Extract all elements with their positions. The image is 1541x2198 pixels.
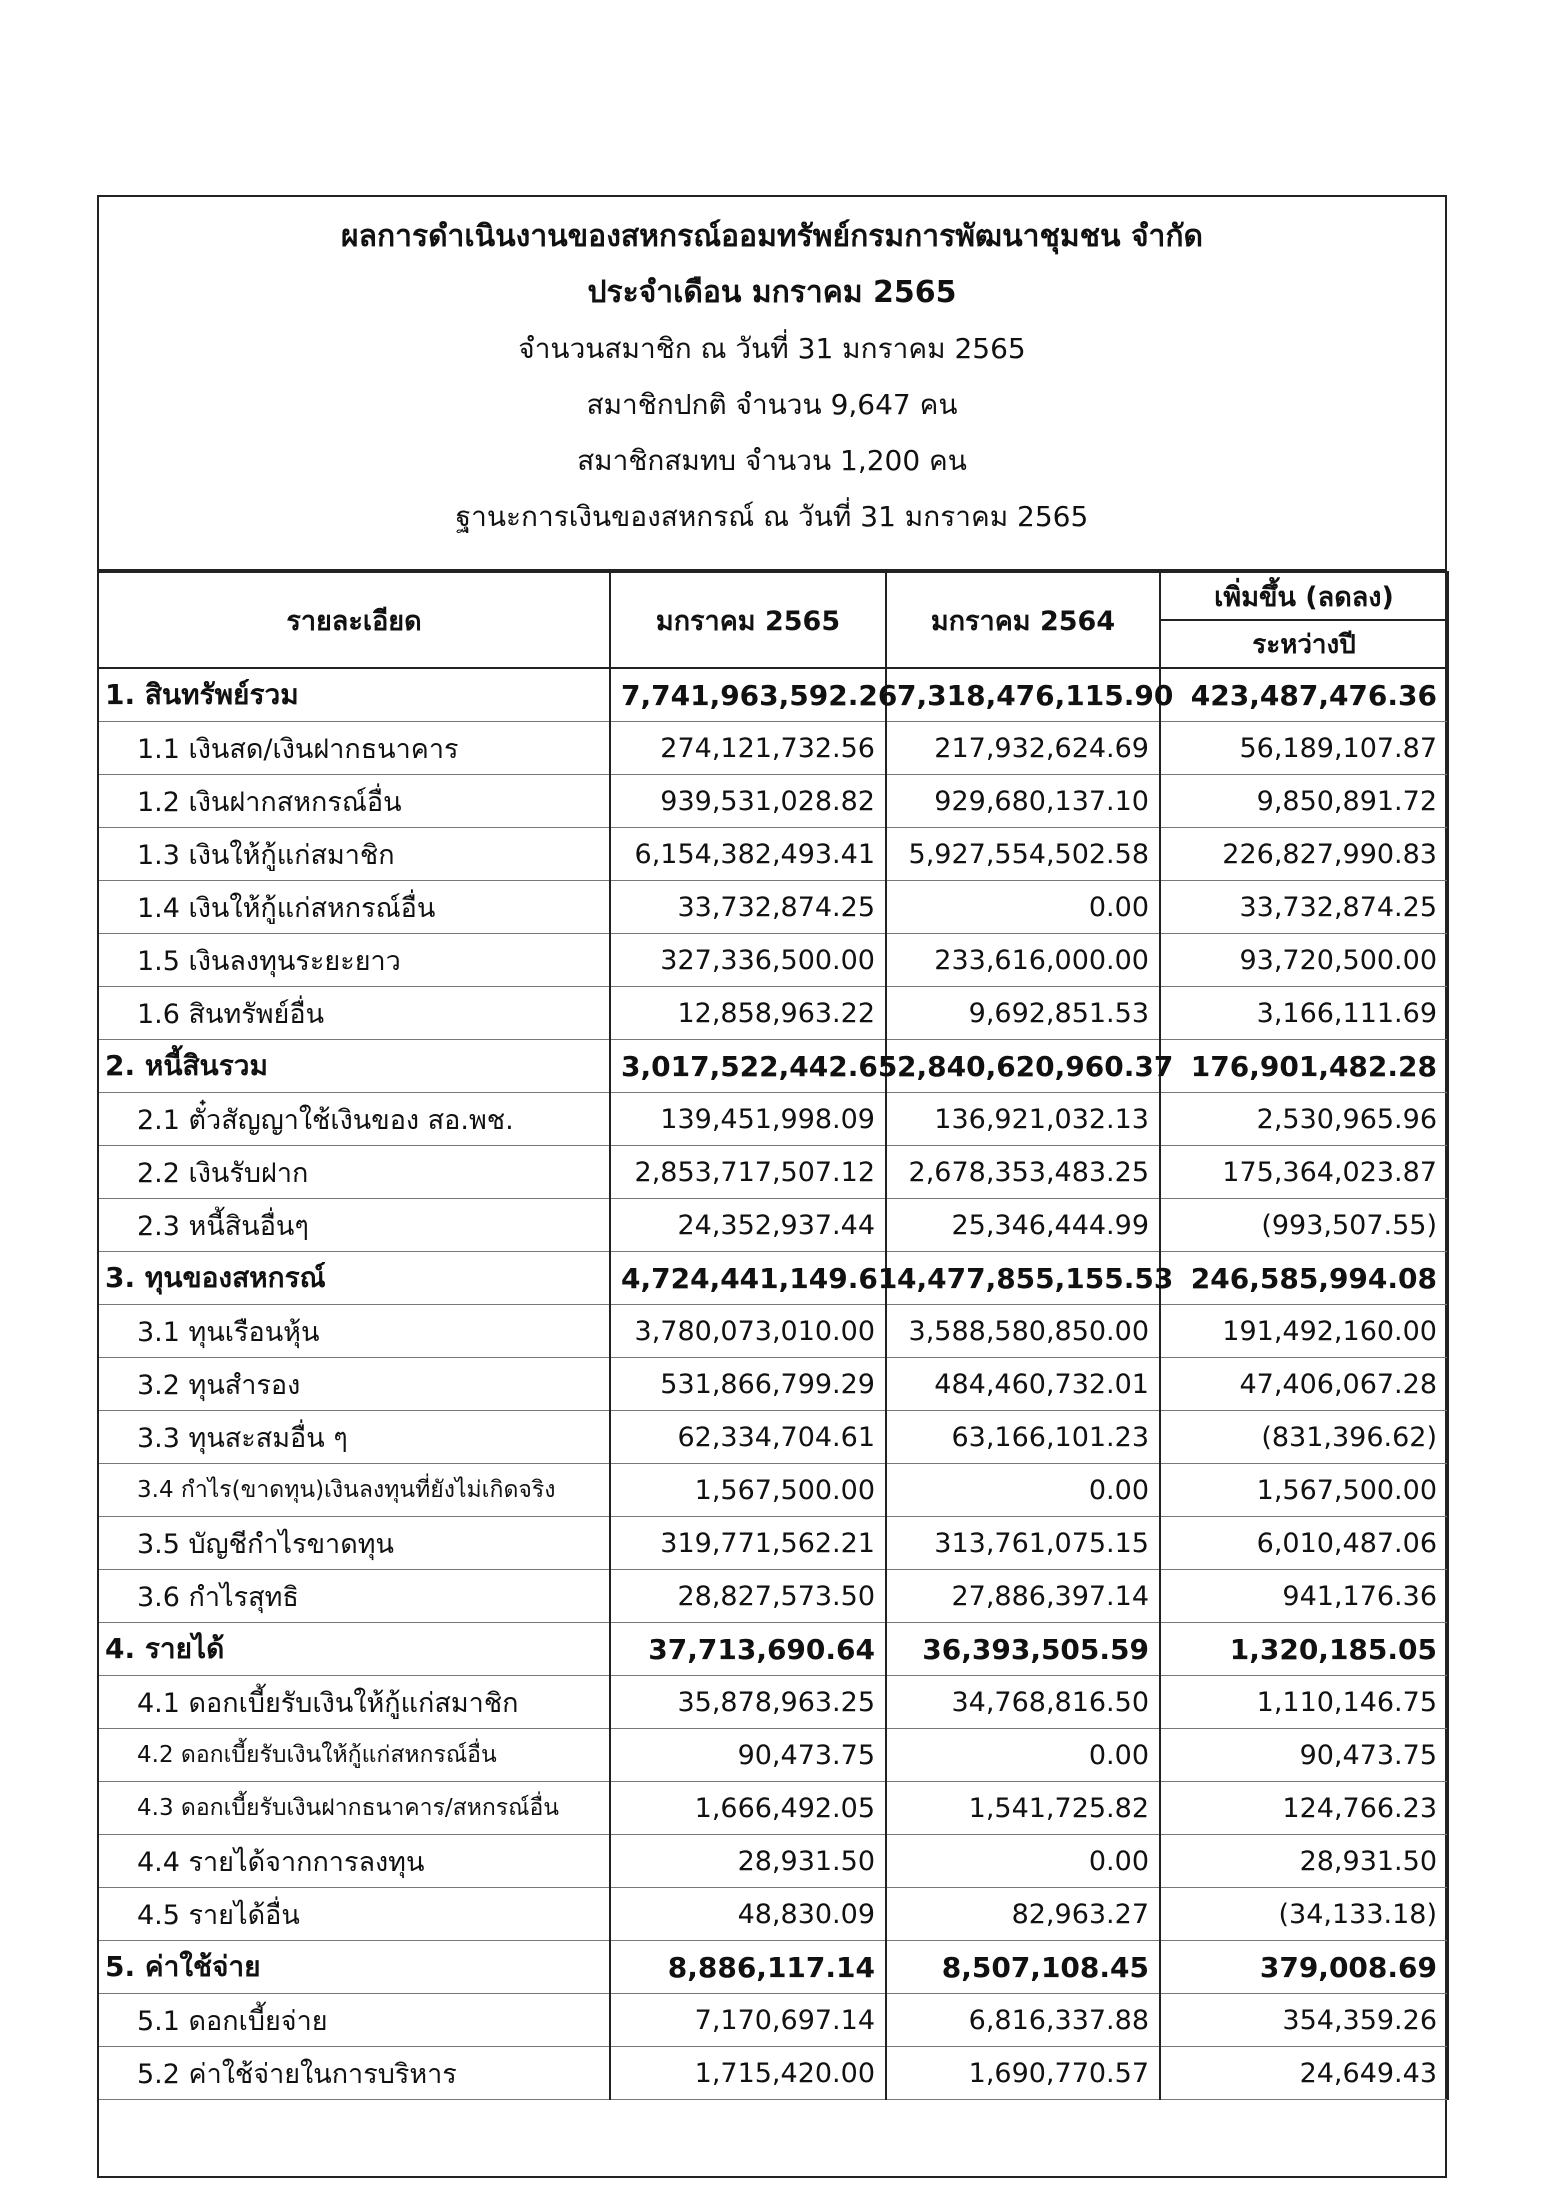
row-label: 3. ทุนของสหกรณ์: [98, 1252, 610, 1305]
row-label: 4.1 ดอกเบี้ยรับเงินให้กู้แก่สมาชิก: [98, 1676, 610, 1729]
member-count-line: จำนวนสมาชิก ณ วันที่ 31 มกราคม 2565: [518, 332, 1026, 365]
table-row: [98, 1570, 1448, 1623]
row-value-current: 139,451,998.09: [610, 1093, 886, 1146]
row-value-previous: 1,690,770.57: [886, 2047, 1160, 2100]
row-value-current: 4,724,441,149.61: [610, 1252, 886, 1305]
table-row: [98, 722, 1448, 775]
row-label: 1.1 เงินสด/เงินฝากธนาคาร: [98, 722, 610, 775]
row-label: 3.4 กำไร(ขาดทุน)เงินลงทุนที่ยังไม่เกิดจริง: [98, 1464, 610, 1517]
row-label: 3.1 ทุนเรือนหุ้น: [98, 1305, 610, 1358]
row-label: 3.5 บัญชีกำไรขาดทุน: [98, 1517, 610, 1570]
row-value-current: 274,121,732.56: [610, 722, 886, 775]
report-header: [99, 197, 1445, 571]
table-row: [98, 1835, 1448, 1888]
table-row: [98, 1782, 1448, 1835]
row-value-change: 6,010,487.06: [1160, 1517, 1448, 1570]
row-label: 4.3 ดอกเบี้ยรับเงินฝากธนาคาร/สหกรณ์อื่น: [98, 1782, 610, 1835]
row-value-change: 1,567,500.00: [1160, 1464, 1448, 1517]
row-value-current: 8,886,117.14: [610, 1941, 886, 1994]
row-value-change: (831,396.62): [1160, 1411, 1448, 1464]
row-label: 4.2 ดอกเบี้ยรับเงินให้กู้แก่สหกรณ์อื่น: [98, 1729, 610, 1782]
row-value-change: 3,166,111.69: [1160, 987, 1448, 1040]
table-row: [98, 1517, 1448, 1570]
row-value-previous: 929,680,137.10: [886, 775, 1160, 828]
row-value-previous: 2,678,353,483.25: [886, 1146, 1160, 1199]
table-row: [98, 1305, 1448, 1358]
row-value-change: 9,850,891.72: [1160, 775, 1448, 828]
row-value-current: 3,017,522,442.65: [610, 1040, 886, 1093]
row-label: 4. รายได้: [98, 1623, 610, 1676]
row-value-change: 24,649.43: [1160, 2047, 1448, 2100]
row-label: 4.5 รายได้อื่น: [98, 1888, 610, 1941]
table-row: [98, 1994, 1448, 2047]
financial-table: [97, 571, 1449, 2100]
row-value-current: 7,741,963,592.26: [610, 668, 886, 722]
row-label: 3.6 กำไรสุทธิ: [98, 1570, 610, 1623]
row-value-change: 226,827,990.83: [1160, 828, 1448, 881]
row-label: 1.4 เงินให้กู้แก่สหกรณ์อื่น: [98, 881, 610, 934]
table-row: [98, 881, 1448, 934]
table-row: [98, 1676, 1448, 1729]
row-label: 2.3 หนี้สินอื่นๆ: [98, 1199, 610, 1252]
row-value-change: 176,901,482.28: [1160, 1040, 1448, 1093]
row-value-current: 28,931.50: [610, 1835, 886, 1888]
table-row: [98, 2047, 1448, 2100]
row-value-previous: 3,588,580,850.00: [886, 1305, 1160, 1358]
row-value-change: 47,406,067.28: [1160, 1358, 1448, 1411]
row-value-change: (993,507.55): [1160, 1199, 1448, 1252]
row-value-previous: 0.00: [886, 1729, 1160, 1782]
row-label: 3.2 ทุนสำรอง: [98, 1358, 610, 1411]
row-value-previous: 4,477,855,155.53: [886, 1252, 1160, 1305]
row-value-previous: 313,761,075.15: [886, 1517, 1160, 1570]
column-header-change-period: ระหว่างปี: [1160, 620, 1448, 668]
table-row: [98, 1464, 1448, 1517]
row-label: 5.1 ดอกเบี้ยจ่าย: [98, 1994, 610, 2047]
row-value-current: 48,830.09: [610, 1888, 886, 1941]
row-value-previous: 6,816,337.88: [886, 1994, 1160, 2047]
row-value-change: 90,473.75: [1160, 1729, 1448, 1782]
row-value-previous: 63,166,101.23: [886, 1411, 1160, 1464]
row-value-previous: 9,692,851.53: [886, 987, 1160, 1040]
row-value-current: 24,352,937.44: [610, 1199, 886, 1252]
row-value-change: 354,359.26: [1160, 1994, 1448, 2047]
row-value-current: 12,858,963.22: [610, 987, 886, 1040]
row-value-change: 246,585,994.08: [1160, 1252, 1448, 1305]
row-value-previous: 136,921,032.13: [886, 1093, 1160, 1146]
row-label: 3.3 ทุนสะสมอื่น ๆ: [98, 1411, 610, 1464]
table-row: [98, 1199, 1448, 1252]
row-value-previous: 82,963.27: [886, 1888, 1160, 1941]
row-label: 2.1 ตั๋วสัญญาใช้เงินของ สอ.พช.: [98, 1093, 610, 1146]
row-label: 1.2 เงินฝากสหกรณ์อื่น: [98, 775, 610, 828]
row-value-previous: 25,346,444.99: [886, 1199, 1160, 1252]
row-label: 2.2 เงินรับฝาก: [98, 1146, 610, 1199]
row-value-change: 56,189,107.87: [1160, 722, 1448, 775]
row-value-previous: 0.00: [886, 1464, 1160, 1517]
row-value-previous: 34,768,816.50: [886, 1676, 1160, 1729]
regular-members-line: สมาชิกปกติ จำนวน 9,647 คน: [586, 388, 958, 421]
row-value-current: 2,853,717,507.12: [610, 1146, 886, 1199]
table-row: [98, 1093, 1448, 1146]
row-value-previous: 5,927,554,502.58: [886, 828, 1160, 881]
row-value-change: 423,487,476.36: [1160, 668, 1448, 722]
row-value-current: 531,866,799.29: [610, 1358, 886, 1411]
row-value-change: (34,133.18): [1160, 1888, 1448, 1941]
row-value-previous: 1,541,725.82: [886, 1782, 1160, 1835]
row-value-previous: 217,932,624.69: [886, 722, 1160, 775]
table-group-row: [98, 1623, 1448, 1676]
row-value-previous: 233,616,000.00: [886, 934, 1160, 987]
table-group-row: [98, 1040, 1448, 1093]
table-body: [98, 668, 1448, 2100]
row-label: 1. สินทรัพย์รวม: [98, 668, 610, 722]
column-header-previous: มกราคม 2564: [886, 572, 1160, 668]
table-row: [98, 934, 1448, 987]
row-value-change: 28,931.50: [1160, 1835, 1448, 1888]
financial-position-line: ฐานะการเงินของสหกรณ์ ณ วันที่ 31 มกราคม 2565: [455, 500, 1089, 533]
row-value-change: 124,766.23: [1160, 1782, 1448, 1835]
table-row: [98, 828, 1448, 881]
row-value-current: 6,154,382,493.41: [610, 828, 886, 881]
table-row: [98, 1888, 1448, 1941]
table-row: [98, 775, 1448, 828]
row-value-change: 175,364,023.87: [1160, 1146, 1448, 1199]
table-row: [98, 987, 1448, 1040]
table-group-row: [98, 668, 1448, 722]
row-label: 5. ค่าใช้จ่าย: [98, 1941, 610, 1994]
row-value-change: 1,110,146.75: [1160, 1676, 1448, 1729]
report-period: ประจำเดือน มกราคม 2565: [587, 275, 957, 310]
row-value-current: 939,531,028.82: [610, 775, 886, 828]
row-value-change: 1,320,185.05: [1160, 1623, 1448, 1676]
row-value-previous: 8,507,108.45: [886, 1941, 1160, 1994]
row-value-current: 1,715,420.00: [610, 2047, 886, 2100]
row-value-change: 379,008.69: [1160, 1941, 1448, 1994]
row-value-previous: 36,393,505.59: [886, 1623, 1160, 1676]
table-row: [98, 1411, 1448, 1464]
row-value-current: 28,827,573.50: [610, 1570, 886, 1623]
row-label: 1.5 เงินลงทุนระยะยาว: [98, 934, 610, 987]
row-value-current: 1,666,492.05: [610, 1782, 886, 1835]
table-row: [98, 1358, 1448, 1411]
row-value-current: 1,567,500.00: [610, 1464, 886, 1517]
row-value-current: 35,878,963.25: [610, 1676, 886, 1729]
table-row: [98, 1729, 1448, 1782]
row-value-current: 33,732,874.25: [610, 881, 886, 934]
financial-report: [97, 195, 1447, 2178]
row-value-current: 319,771,562.21: [610, 1517, 886, 1570]
row-value-current: 62,334,704.61: [610, 1411, 886, 1464]
row-value-previous: 2,840,620,960.37: [886, 1040, 1160, 1093]
row-value-previous: 27,886,397.14: [886, 1570, 1160, 1623]
column-header-current: มกราคม 2565: [610, 572, 886, 668]
table-group-row: [98, 1941, 1448, 1994]
row-value-previous: 0.00: [886, 881, 1160, 934]
row-label: 5.2 ค่าใช้จ่ายในการบริหาร: [98, 2047, 610, 2100]
row-value-previous: 484,460,732.01: [886, 1358, 1160, 1411]
row-value-current: 327,336,500.00: [610, 934, 886, 987]
row-value-change: 191,492,160.00: [1160, 1305, 1448, 1358]
table-group-row: [98, 1252, 1448, 1305]
row-value-change: 33,732,874.25: [1160, 881, 1448, 934]
table-row: [98, 1146, 1448, 1199]
column-header-detail: รายละเอียด: [98, 572, 610, 668]
row-value-change: 93,720,500.00: [1160, 934, 1448, 987]
row-value-current: 37,713,690.64: [610, 1623, 886, 1676]
row-value-change: 2,530,965.96: [1160, 1093, 1448, 1146]
row-value-change: 941,176.36: [1160, 1570, 1448, 1623]
column-header-change: เพิ่มขึ้น (ลดลง): [1160, 572, 1448, 620]
report-title: ผลการดำเนินงานของสหกรณ์ออมทรัพย์กรมการพัฒนาชุมชน จำกัด: [340, 219, 1204, 254]
row-value-previous: 0.00: [886, 1835, 1160, 1888]
row-value-previous: 7,318,476,115.90: [886, 668, 1160, 722]
row-value-current: 7,170,697.14: [610, 1994, 886, 2047]
row-value-current: 90,473.75: [610, 1729, 886, 1782]
associate-members-line: สมาชิกสมทบ จำนวน 1,200 คน: [577, 444, 967, 477]
row-label: 1.6 สินทรัพย์อื่น: [98, 987, 610, 1040]
row-label: 2. หนี้สินรวม: [98, 1040, 610, 1093]
row-label: 4.4 รายได้จากการลงทุน: [98, 1835, 610, 1888]
row-value-current: 3,780,073,010.00: [610, 1305, 886, 1358]
row-label: 1.3 เงินให้กู้แก่สมาชิก: [98, 828, 610, 881]
